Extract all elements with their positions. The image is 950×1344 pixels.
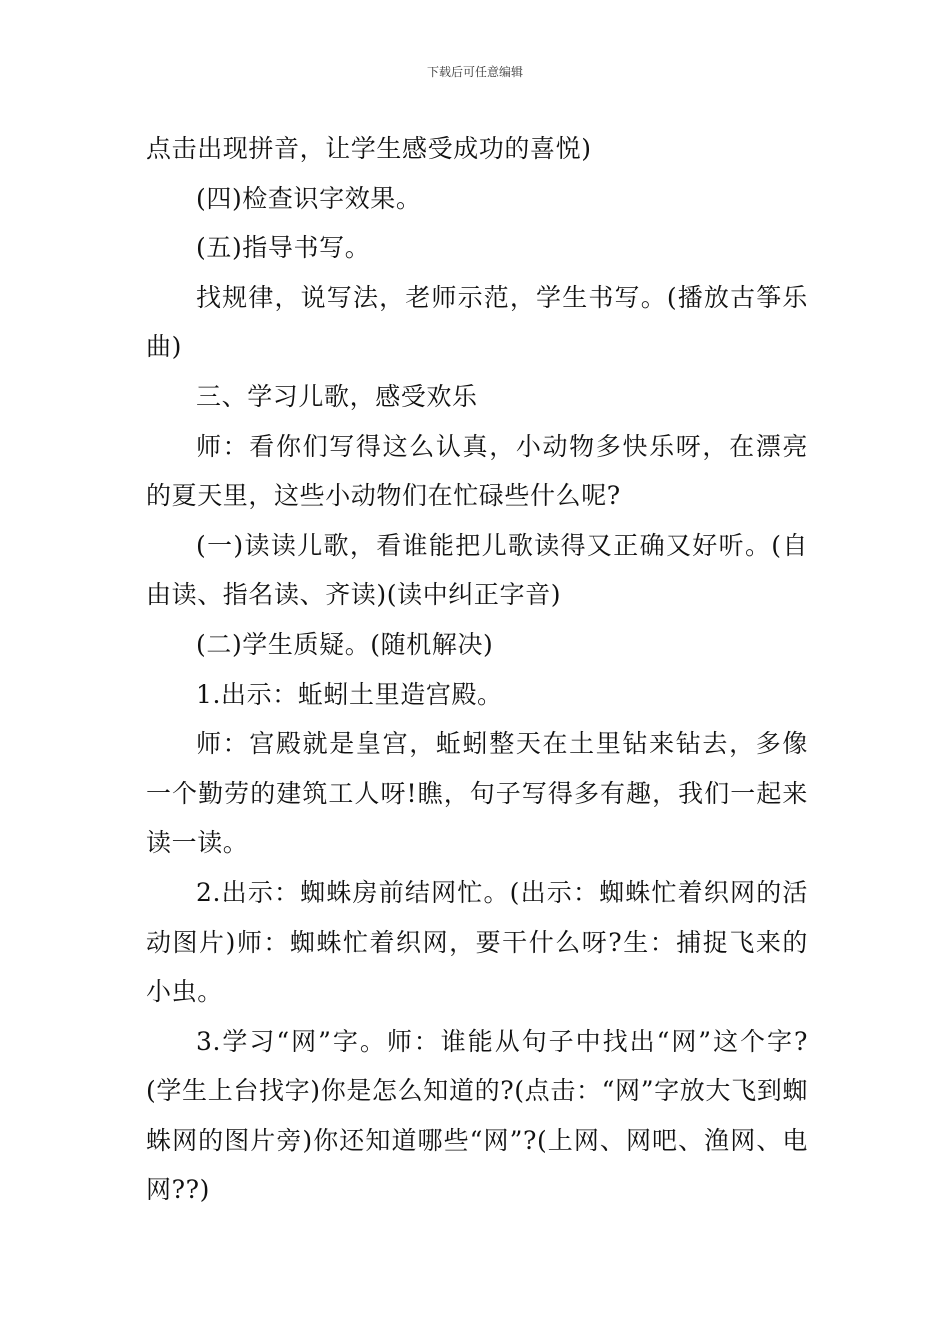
paragraph: 师：宫殿就是皇宫，蚯蚓整天在土里钻来钻去，多像一个勤劳的建筑工人呀!瞧，句子写得多有趣，我们一起来读一读。 bbox=[146, 729, 808, 858]
paragraph: (二)学生质疑。(随机解决) bbox=[196, 629, 494, 659]
paragraph: 2.出示：蜘蛛房前结网忙。(出示：蜘蛛忙着织网的活动图片)师：蜘蛛忙着织网，要干什么呀?生：捕捉飞来的小虫。 bbox=[146, 877, 808, 1007]
paragraph: 找规律，说写法，老师示范，学生书写。(播放古筝乐曲) bbox=[146, 282, 808, 362]
paragraph: (五)指导书写。 bbox=[196, 233, 371, 263]
paragraph: 1.出示：蚯蚓土里造宫殿。 bbox=[196, 679, 503, 709]
document-body bbox=[146, 124, 808, 1215]
paragraph: (一)读读儿歌，看谁能把儿歌读得又正确又好听。(自由读、指名读、齐读)(读中纠正字音) bbox=[146, 530, 808, 610]
paragraph: (四)检查识字效果。 bbox=[196, 183, 422, 213]
paragraph: 师：看你们写得这么认真，小动物多快乐呀，在漂亮的夏天里，这些小动物们在忙碌些什么呢? bbox=[146, 431, 808, 511]
paragraph: 3.学习“网”字。师：谁能从句子中找出“网”这个字?(学生上台找字)你是怎么知道的?(点击：“网”字放大飞到蜘蛛网的图片旁)你还知道哪些“网”?(上网、网吧、渔网、电网??) bbox=[146, 1026, 808, 1205]
paragraph: 点击出现拼音，让学生感受成功的喜悦) bbox=[146, 134, 592, 163]
section-heading: 三、学习儿歌，感受欢乐 bbox=[196, 381, 478, 411]
page-header: 下载后可任意编辑 bbox=[426, 65, 523, 79]
